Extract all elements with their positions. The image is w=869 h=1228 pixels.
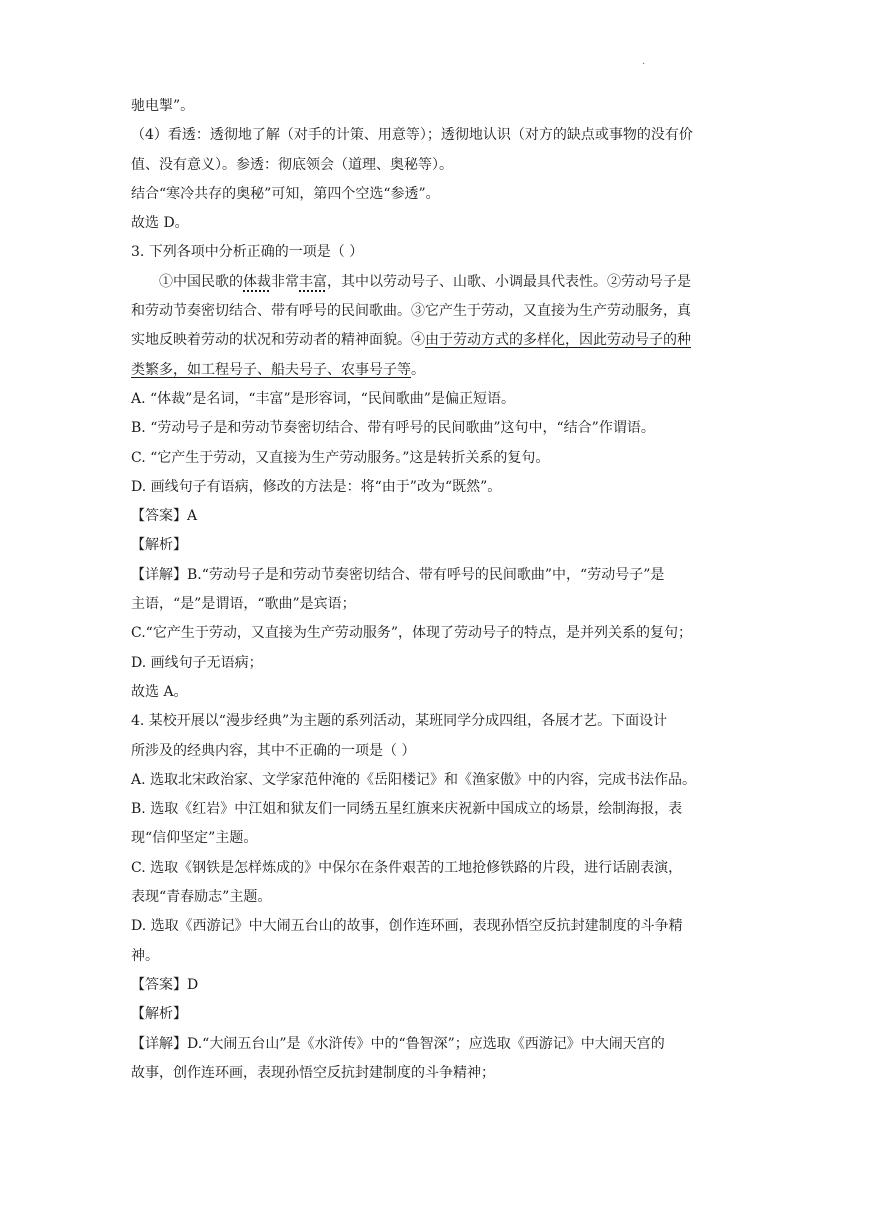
- text-line: 驰电掣”。: [131, 98, 195, 114]
- explanation-line: 【详解】D.“大闹五台山”是《水浒传》中的“鲁智深”；应选取《西游记》中大闹天宫的: [131, 1035, 665, 1052]
- answer-label: 【答案】D: [131, 976, 199, 993]
- option-d: 神。: [131, 947, 159, 964]
- text-line: 值、没有意义）。参透：彻底领会（道理、奥秘等）。: [131, 156, 453, 173]
- question-4-stem: 所涉及的经典内容，其中不正确的一项是（ ）: [131, 742, 416, 759]
- text-line: 故选 A。: [131, 683, 188, 700]
- explanation-line: D. 画线句子无语病；: [131, 654, 263, 671]
- option-a: A. 选取北宋政治家、文学家范仲淹的《岳阳楼记》和《渔家傲》中的内容，完成书法作品。: [131, 771, 697, 788]
- option-c: C. 选取《钢铁是怎样炼成的》中保尔在条件艰苦的工地抢修铁路的片段，进行话剧表演，: [131, 859, 683, 876]
- option-b: 现“信仰坚定”主题。: [131, 830, 258, 847]
- option-b: B. “劳动号子是和劳动节奏密切结合、带有呼号的民间歌曲”这句中，“结合”作谓语。: [131, 420, 655, 437]
- explanation-line: C.“它产生于劳动，又直接为生产劳动服务”，体现了劳动号子的特点，是并列关系的复句；: [131, 625, 692, 642]
- passage-line: 实地反映着劳动的状况和劳动者的精神面貌。④由于劳动方式的多样化，因此劳动号子的种: [131, 332, 691, 349]
- explanation-line: 【详解】B.“劳动号子是和劳动节奏密切结合、带有呼号的民间歌曲”中，“劳动号子”是: [131, 566, 665, 583]
- question-3-stem: 3. 下列各项中分析正确的一项是（ ）: [131, 244, 364, 261]
- answer-label: 【答案】A: [131, 508, 198, 525]
- underlined-sentence: 类繁多，如工程号子、船夫号子、农事号子等: [131, 361, 411, 378]
- explanation-line: 主语，“是”是谓语，“歌曲”是宾语；: [131, 596, 356, 613]
- text-line: （4）看透：透彻地了解（对手的计策、用意等）；透彻地认识（对方的缺点或事物的没有价: [131, 127, 693, 144]
- corner-mark: .: [642, 56, 646, 67]
- explanation-line: 故事，创作连环画，表现孙悟空反抗封建制度的斗争精神；: [131, 1064, 495, 1081]
- dotted-word: 丰富: [299, 273, 327, 290]
- passage-line: ①中国民歌的体裁非常丰富，其中以劳动号子、山歌、小调最具代表性。②劳动号子是: [159, 273, 691, 290]
- dotted-word: 体裁: [243, 273, 271, 290]
- option-c: C. “它产生于劳动，又直接为生产劳动服务。”这是转折关系的复句。: [131, 449, 550, 466]
- question-4-stem: 4. 某校开展以“漫步经典”为主题的系列活动，某班同学分成四组，各展才艺。下面设计: [131, 713, 668, 730]
- option-c: 表现“青春励志”主题。: [131, 889, 272, 906]
- text-line: 故选 D。: [131, 215, 189, 232]
- passage-line: 和劳动节奏密切结合、带有呼号的民间歌曲。③它产生于劳动，又直接为生产劳动服务，真: [131, 303, 691, 320]
- underlined-sentence: 由于劳动方式的多样化，因此劳动号子的种: [425, 332, 691, 349]
- option-d: D. 选取《西游记》中大闹五台山的故事，创作连环画，表现孙悟空反抗封建制度的斗争精: [131, 918, 683, 935]
- analysis-label: 【解析】: [131, 1006, 187, 1023]
- option-b: B. 选取《红岩》中江姐和狱友们一同绣五星红旗来庆祝新中国成立的场景，绘制海报，表: [131, 801, 683, 818]
- text-line: 结合“寒冷共存的奥秘”可知，第四个空选“参透”。: [131, 185, 440, 202]
- option-a: A. “体裁”是名词，“丰富”是形容词，“民间歌曲”是偏正短语。: [131, 390, 515, 407]
- passage-line: 类繁多，如工程号子、船夫号子、农事号子等。: [131, 361, 425, 378]
- analysis-label: 【解析】: [131, 537, 187, 554]
- option-d: D. 画线句子有语病，修改的方法是：将“由于”改为“既然”。: [131, 478, 502, 495]
- document-page: [131, 92, 741, 1088]
